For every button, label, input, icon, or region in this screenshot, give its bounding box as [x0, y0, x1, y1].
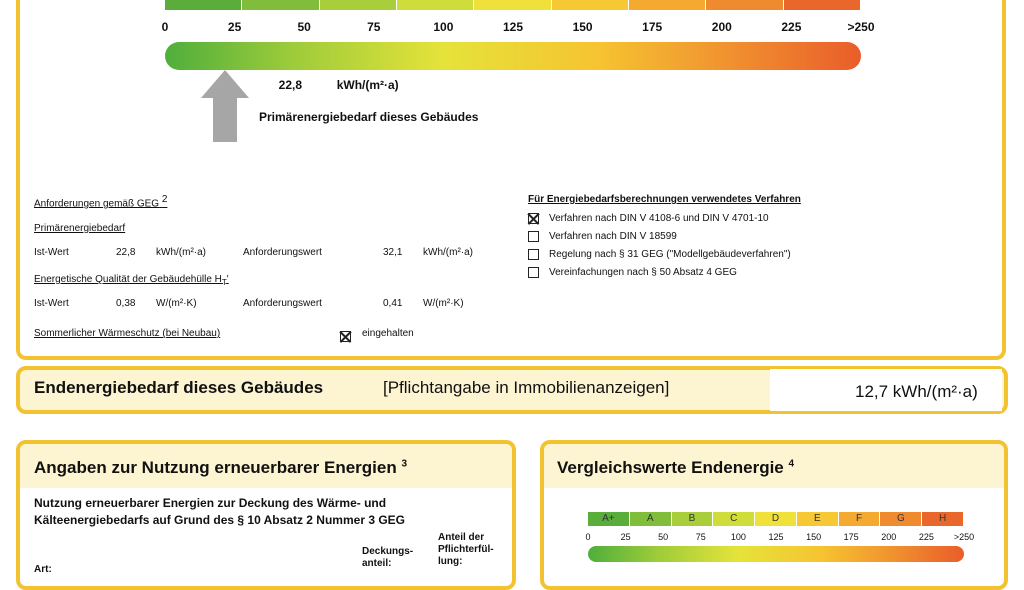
ist-wert-value: 22,8 — [116, 247, 136, 258]
comparison-class: B — [672, 512, 714, 526]
class-segment — [552, 0, 629, 10]
method-checkbox[interactable] — [528, 231, 539, 242]
comparison-tick: 75 — [695, 532, 706, 542]
summer-protection-status: eingehalten — [362, 328, 414, 339]
method-item — [528, 227, 791, 245]
renewable-energy-text: Nutzung erneuerbarer Energien zur Deckung des Wärme- und Kälteenergiebedarfs auf Grund des § 10 Absatz 2 Nummer 3 GEG — [34, 496, 406, 527]
anforderungswert-unit-2: W/(m²·K) — [423, 298, 464, 309]
comparison-class: F — [839, 512, 881, 526]
method-checkbox[interactable] — [528, 213, 539, 224]
scale-tick: 100 — [433, 20, 454, 34]
method-heading: Für Energiebedarfsberechnungen verwendetes Verfahren — [528, 194, 801, 205]
primary-energy-label: Primärenergiebedarf — [34, 223, 126, 234]
class-segment — [242, 0, 319, 10]
efficiency-class-band — [165, 0, 861, 10]
comparison-tick: 225 — [918, 532, 934, 542]
renewable-energy-title: Angaben zur Nutzung erneuerbarer Energien $^3$ — [34, 458, 408, 477]
scale-tick: >250 — [847, 20, 875, 34]
scale-ticks — [161, 20, 875, 34]
scale-tick: 225 — [781, 20, 802, 34]
class-segment — [706, 0, 783, 10]
comparison-class: C — [713, 512, 755, 526]
envelope-quality-label: Energetische Qualität der Gebäudehülle $H_T'$ — [34, 274, 229, 287]
scale-tick: 0 — [161, 20, 169, 34]
method-label: Regelung nach § 31 GEG ("Modellgebäudeverfahren") — [549, 248, 791, 260]
primary-value: 22,8 — [278, 78, 302, 92]
comparison-class-band — [588, 512, 964, 526]
summer-protection-checkbox[interactable] — [340, 331, 351, 342]
final-energy-title: Endenergiebedarf dieses Gebäudes — [34, 378, 324, 397]
anforderungswert-value-2: 0,41 — [383, 298, 403, 309]
class-segment — [629, 0, 706, 10]
comparison-class: E — [797, 512, 839, 526]
class-segment — [784, 0, 861, 10]
arrow-up-icon — [201, 70, 249, 142]
col-deckung: Deckungs- anteil: — [362, 546, 414, 569]
ist-wert-unit: kWh/(m²·a) — [156, 247, 206, 258]
method-checkbox[interactable] — [528, 267, 539, 278]
scale-tick: 125 — [502, 20, 524, 34]
scale-tick: 50 — [297, 20, 311, 34]
col-pflicht: Anteil der Pflichterfül- lung: — [438, 532, 494, 567]
scale-tick: 200 — [711, 20, 732, 34]
primary-unit: kWh/(m²·a) — [336, 78, 399, 92]
method-label: Verfahren nach DIN V 18599 — [549, 230, 677, 242]
comparison-tick: 175 — [843, 532, 859, 542]
anforderungswert-unit: kWh/(m²·a) — [423, 247, 473, 258]
final-energy-value: 12,7 kWh/(m²·a) — [855, 382, 978, 401]
comparison-tick: 50 — [658, 532, 669, 542]
scale-tick: 75 — [367, 20, 381, 34]
comparison-class: G — [880, 512, 922, 526]
scale-tick: 150 — [572, 20, 593, 34]
primary-energy-value — [262, 78, 399, 92]
ist-wert-label-2: Ist-Wert — [34, 298, 69, 309]
class-segment — [320, 0, 397, 10]
anforderungswert-label: Anforderungswert — [243, 247, 322, 258]
method-label: Vereinfachungen nach § 50 Absatz 4 GEG — [549, 266, 737, 278]
comparison-ticks — [585, 532, 975, 544]
summer-protection-label: Sommerlicher Wärmeschutz (bei Neubau) — [34, 328, 221, 339]
comparison-class: A — [630, 512, 672, 526]
method-item — [528, 245, 791, 263]
scale-tick: 175 — [642, 20, 663, 34]
comparison-class: H — [922, 512, 964, 526]
method-item — [528, 263, 791, 281]
comparison-tick: >250 — [953, 532, 975, 542]
comparison-class: D — [755, 512, 797, 526]
comparison-tick: 100 — [730, 532, 746, 542]
col-art: Art: — [34, 564, 52, 575]
class-segment — [165, 0, 242, 10]
ist-wert-unit-2: W/(m²·K) — [156, 298, 197, 309]
comparison-gradient — [588, 546, 964, 562]
class-segment — [397, 0, 474, 10]
comparison-tick: 0 — [585, 532, 591, 542]
comparison-class: A+ — [588, 512, 630, 526]
method-list — [528, 209, 791, 281]
anforderungswert-value: 32,1 — [383, 247, 403, 258]
comparison-tick: 125 — [768, 532, 784, 542]
requirements-heading: Anforderungen gemäß GEG $^2$ — [34, 194, 168, 210]
final-energy-note: [Pflichtangabe in Immobilienanzeigen] — [383, 378, 670, 397]
comparison-tick: 200 — [881, 532, 897, 542]
class-segment — [474, 0, 551, 10]
primary-energy-caption: Primärenergiebedarf dieses Gebäudes — [259, 110, 479, 124]
ist-wert-value-2: 0,38 — [116, 298, 136, 309]
method-item — [528, 209, 791, 227]
method-checkbox[interactable] — [528, 249, 539, 260]
comparison-tick: 25 — [620, 532, 631, 542]
anforderungswert-label-2: Anforderungswert — [243, 298, 322, 309]
energy-scale-gradient — [165, 42, 861, 70]
comparison-tick: 150 — [806, 532, 822, 542]
ist-wert-label: Ist-Wert — [34, 247, 69, 258]
method-label: Verfahren nach DIN V 4108-6 und DIN V 4701-10 — [549, 212, 769, 224]
scale-tick: 25 — [227, 20, 242, 34]
comparison-title: Vergleichswerte Endenergie $^4$ — [557, 458, 795, 477]
